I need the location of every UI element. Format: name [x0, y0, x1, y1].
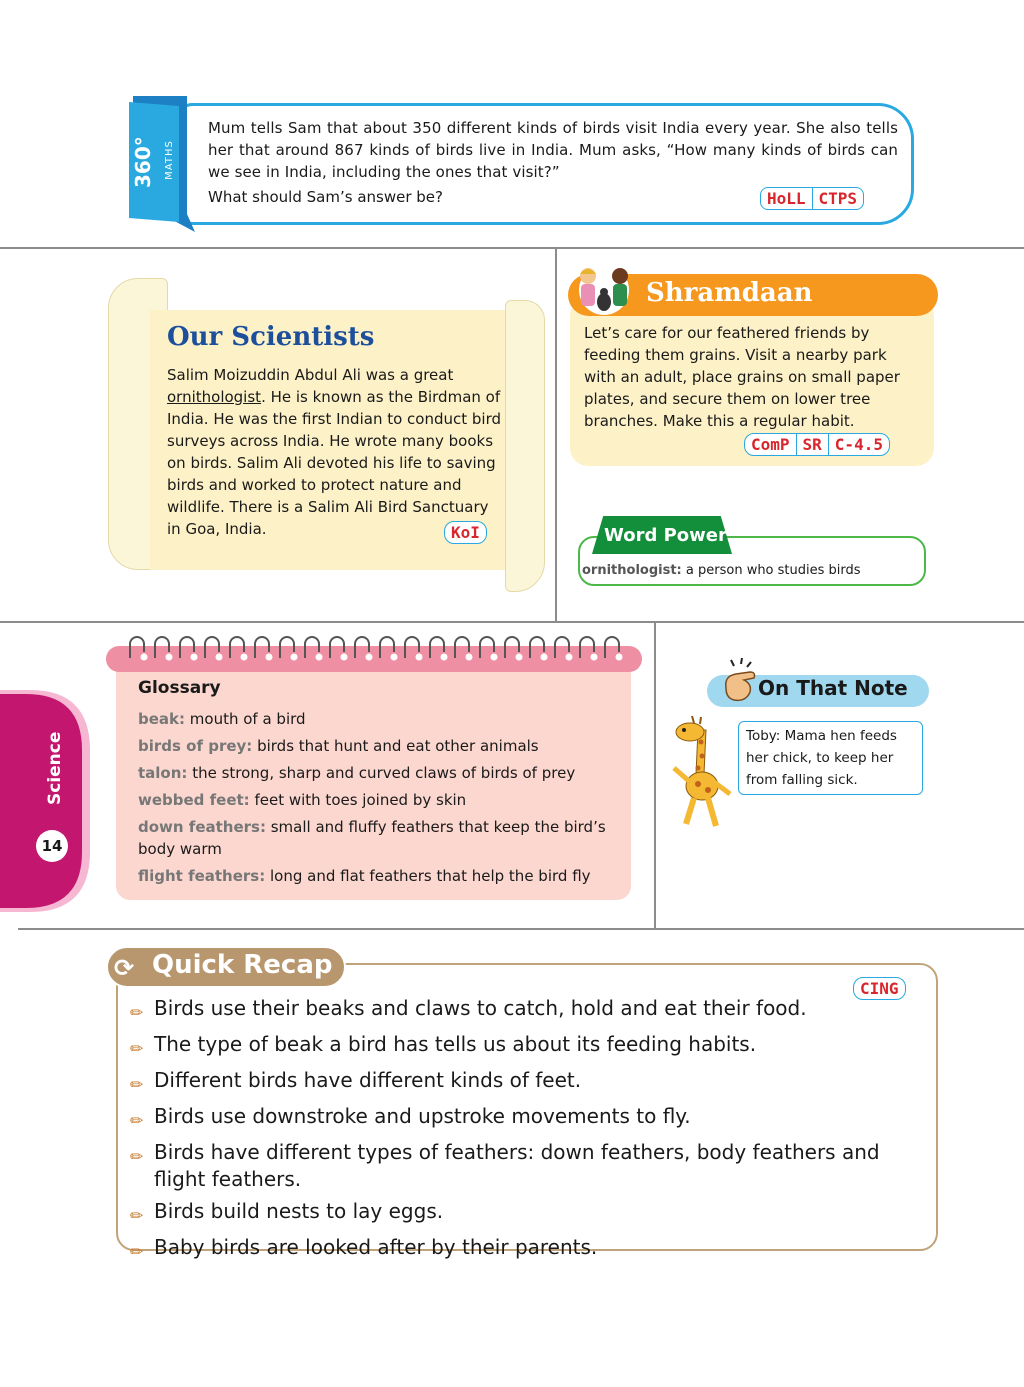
maths-badge-number: 360° [131, 136, 155, 188]
shramdaan-text: Let’s care for our feathered friends by feeding them grains. Visit a nearby park with an adult, place grains on small paper plates, and secure them on lower tree branches. Make this a regular habit. [584, 324, 900, 430]
glossary-term: webbed feet: [138, 791, 250, 809]
maths-badge-subject: MATHS [164, 140, 175, 180]
glossary-term: down feathers: [138, 818, 266, 836]
pencil-bullet-icon: ✏ [130, 1111, 144, 1130]
recap-item-text: Different birds have different kinds of feet. [154, 1068, 582, 1092]
recap-item-text: Birds build nests to lay eggs. [154, 1199, 444, 1223]
scientists-text-end: . He is known as the Birdman of India. He was the first Indian to conduct bird surveys across India. He wrote many books on birds. Salim Ali devoted his life to saving birds and worked to protect nature and wildlife. There is a Salim Ali Bird Sanctuary in Goa, India. [167, 388, 502, 538]
glossary-term: flight feathers: [138, 867, 266, 885]
pencil-bullet-icon: ✏ [130, 1075, 144, 1094]
glossary-definition: small and fluffy feathers that keep the bird’s body warm [138, 818, 606, 858]
quick-recap-title: Quick Recap [152, 950, 333, 980]
divider-mid-vertical [555, 248, 557, 621]
recap-item [130, 1139, 900, 1193]
tag-c45: C-4.5 [834, 435, 883, 454]
glossary-definition: mouth of a bird [185, 710, 306, 728]
glossary-item [138, 865, 618, 887]
pencil-bullet-icon: ✏ [130, 1039, 144, 1058]
divider-middle [0, 621, 1024, 623]
divider-lower-vertical [654, 622, 656, 928]
divider-bottom [18, 928, 1024, 930]
scientists-text-start: Salim Moizuddin Abdul Ali was a great [167, 366, 454, 384]
children-icon [568, 262, 640, 316]
glossary-definition: the strong, sharp and curved claws of birds of prey [187, 764, 576, 782]
pencil-bullet-icon: ✏ [130, 1206, 144, 1225]
pencil-bullet-icon: ✏ [130, 1242, 144, 1261]
on-that-note-title: On That Note [758, 676, 908, 700]
recap-item [130, 1031, 900, 1062]
pencil-bullet-icon: ✏ [130, 1147, 144, 1166]
recap-item-text: Baby birds are looked after by their parents. [154, 1235, 598, 1259]
maths-question: What should Sam’s answer be? [208, 188, 443, 206]
ornithologist-link: ornithologist [167, 388, 262, 406]
spiral-rings-icon [124, 632, 636, 662]
glossary-item [138, 735, 618, 757]
glossary-item [138, 789, 618, 811]
on-that-note-text: Toby: Mama hen feeds her chick, to keep her from falling sick. [746, 728, 897, 788]
glossary-title: Glossary [138, 678, 221, 698]
recap-item [130, 1234, 900, 1265]
glossary-term: birds of prey: [138, 737, 253, 755]
quick-recap-list [130, 995, 900, 1270]
scroll-right-roll [505, 300, 545, 592]
glossary-definition: birds that hunt and eat other animals [252, 737, 539, 755]
word-power-title: Word Power [604, 525, 727, 546]
glossary-list [138, 708, 618, 892]
recap-refresh-icon: ⟳ [114, 954, 135, 982]
word-power-definition: a person who studies birds [681, 563, 861, 578]
scientists-text [167, 364, 502, 540]
glossary-definition: long and flat feathers that help the bird fly [265, 867, 591, 885]
maths-text: Mum tells Sam that about 350 different kinds of birds visit India every year. She also tells her that around 867 kinds of birds live in India. Mum asks, “How many kinds of birds can we see in India, including the ones that visit?” [208, 119, 898, 181]
word-power-text [582, 563, 861, 578]
glossary-item [138, 708, 618, 730]
giraffe-icon [668, 712, 738, 832]
tag-sr: SR [797, 434, 829, 455]
pencil-bullet-icon: ✏ [130, 1003, 144, 1022]
glossary-item [138, 762, 618, 784]
recap-item-text: The type of beak a bird has tells us about its feeding habits. [154, 1032, 757, 1056]
maths-tags [760, 187, 864, 210]
tag-comp: ComP [745, 434, 797, 455]
page-number: 14 [36, 830, 68, 862]
recap-item [130, 1067, 900, 1098]
shramdaan-tags [744, 433, 890, 456]
recap-item-text: Birds use their beaks and claws to catch, hold and eat their food. [154, 996, 807, 1020]
scientists-title: Our Scientists [167, 322, 375, 352]
glossary-definition: feet with toes joined by skin [249, 791, 467, 809]
glossary-item [138, 816, 618, 860]
shramdaan-title: Shramdaan [646, 278, 813, 308]
glossary-term: talon: [138, 764, 188, 782]
tag-ctps: CTPS [818, 189, 858, 208]
subject-label: Science [45, 731, 65, 805]
recap-item-text: Birds use downstroke and upstroke movements to fly. [154, 1104, 691, 1128]
recap-item [130, 1103, 900, 1134]
tag-holl: HoLL [761, 188, 813, 209]
koi-tag-group [444, 521, 487, 544]
tag-cing: CING [860, 979, 899, 998]
word-power-term: ornithologist: [582, 563, 682, 578]
glossary-term: beak: [138, 710, 186, 728]
divider-top [0, 247, 1024, 249]
recap-item [130, 1198, 900, 1229]
recap-item [130, 995, 900, 1026]
tag-koi: KoI [451, 523, 480, 542]
recap-item-text: Birds have different types of feathers: down feathers, body feathers and flight feathers. [154, 1140, 880, 1191]
